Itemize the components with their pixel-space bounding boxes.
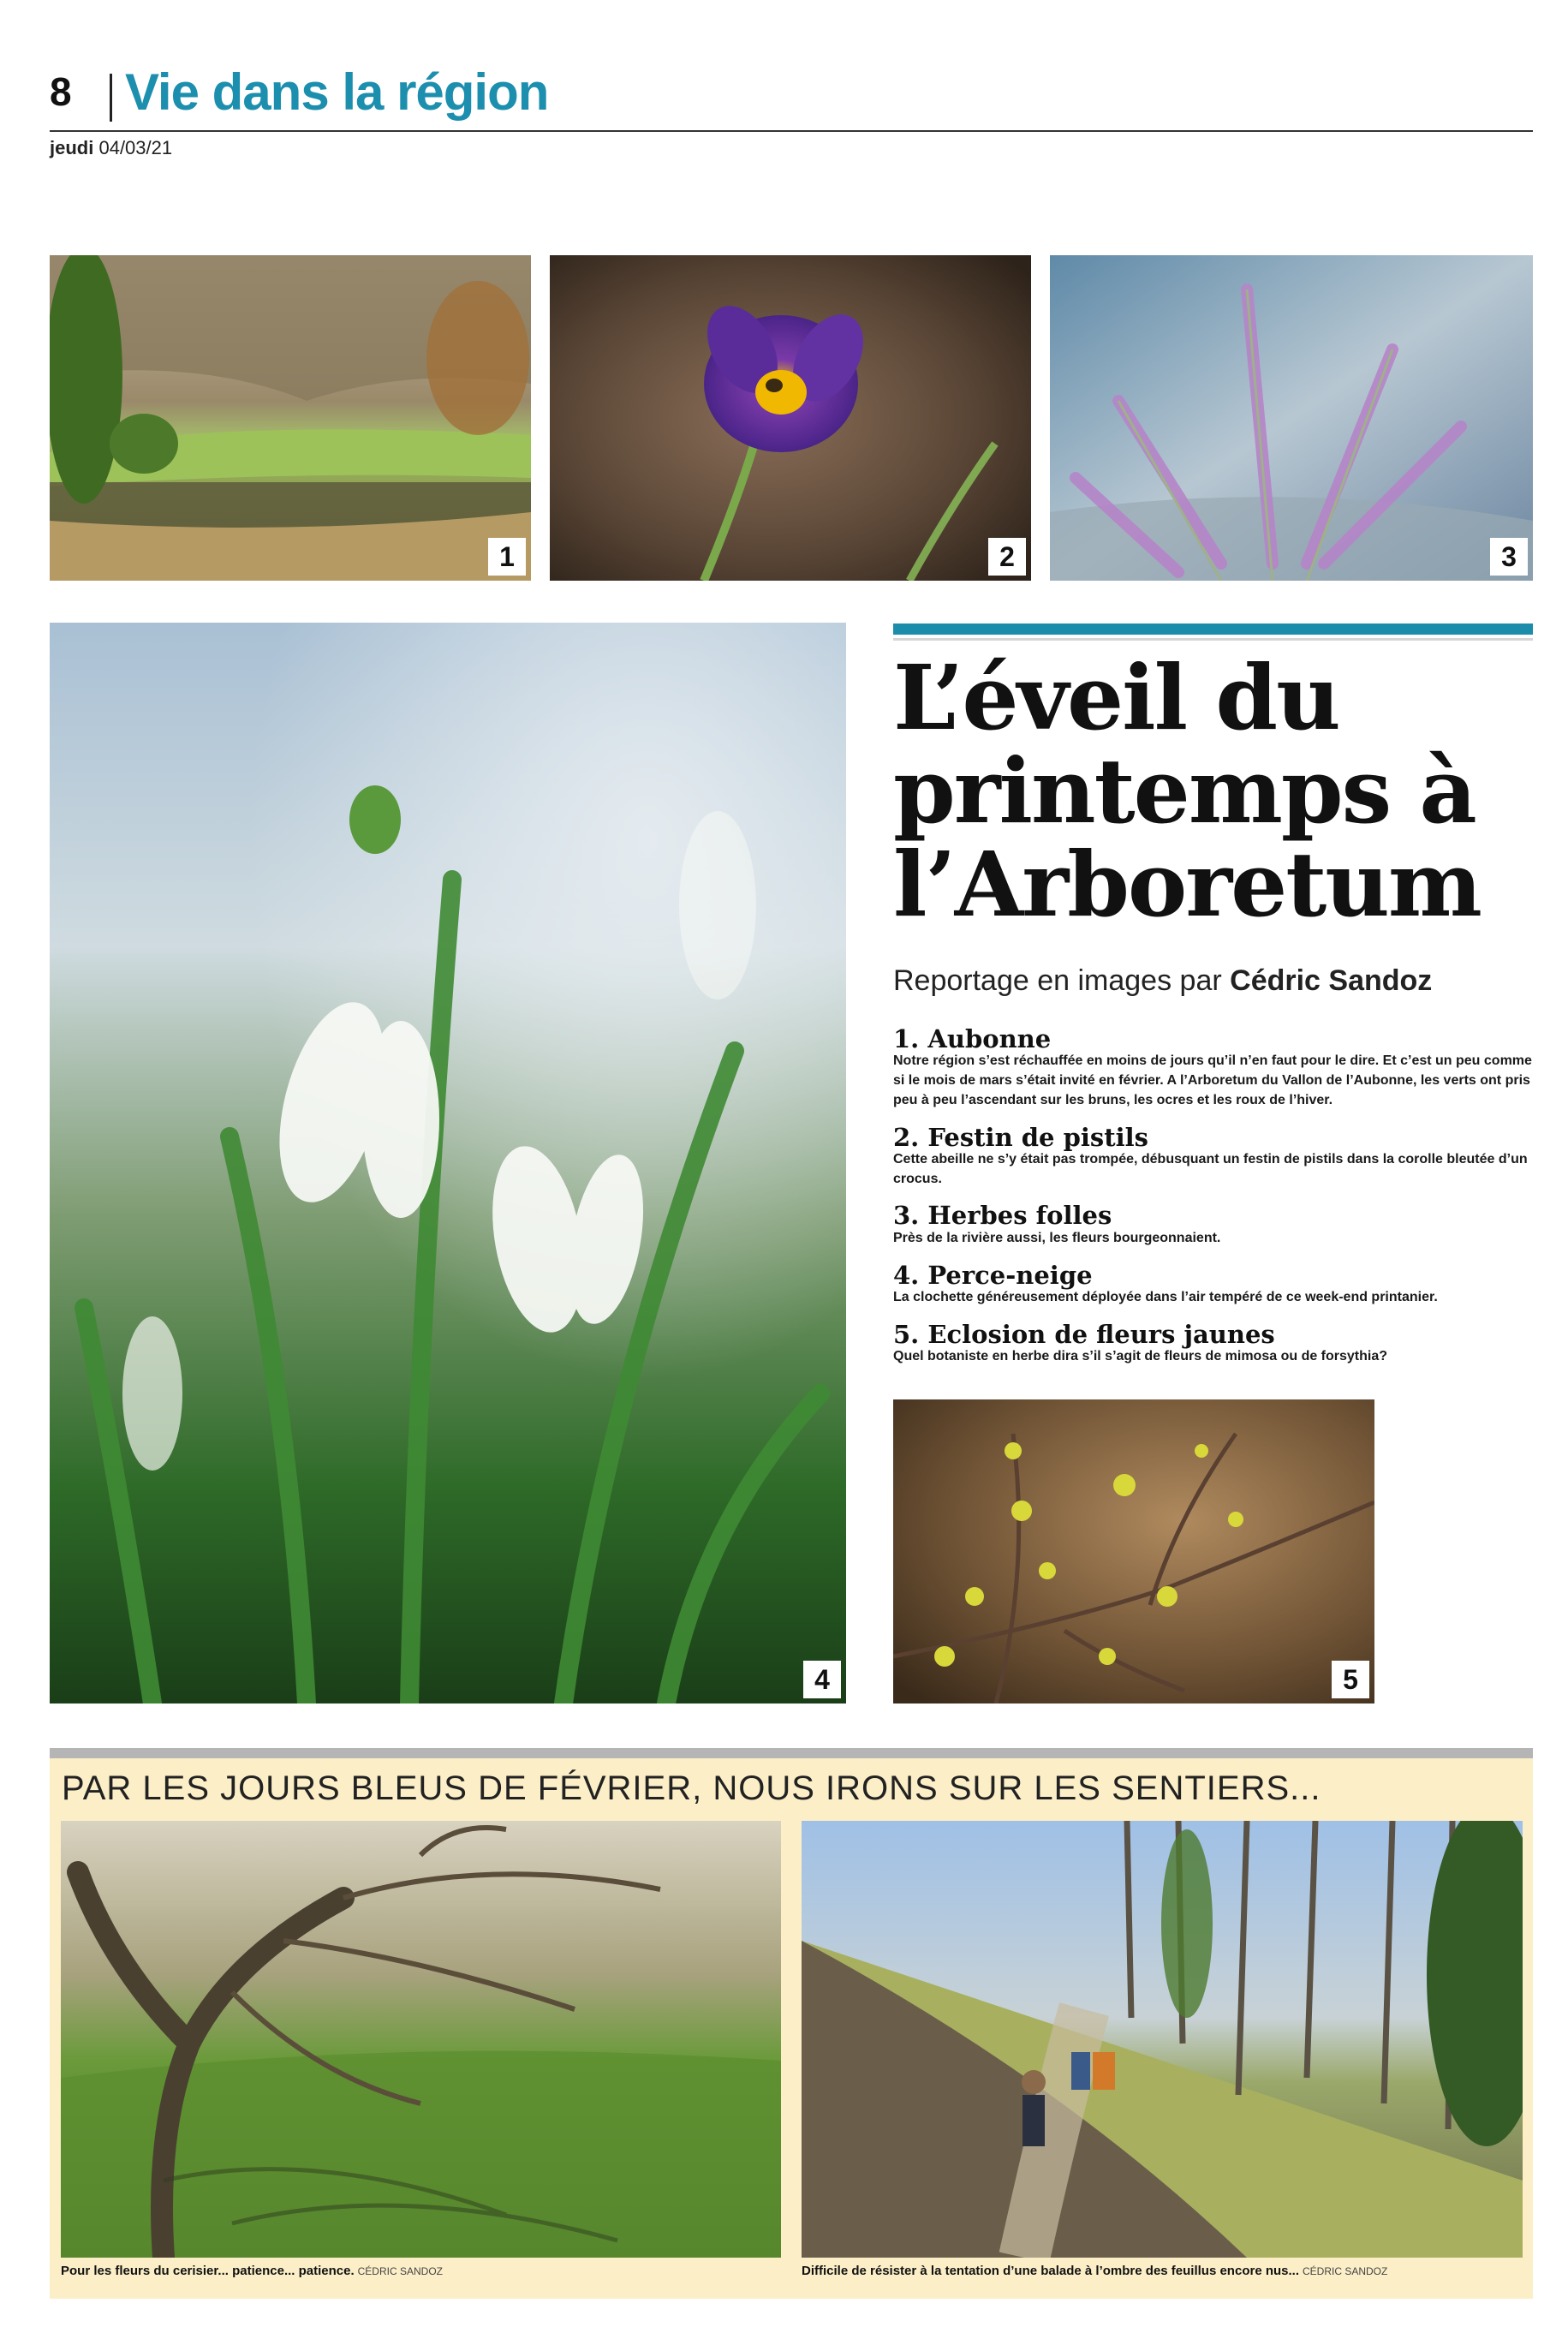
- header-rule: [50, 130, 1533, 132]
- photo-cherry-tree: [61, 1821, 781, 2258]
- photo-number-1: 1: [488, 538, 526, 576]
- caption-title: 4. Perce-neige: [893, 1260, 1093, 1290]
- byline-author: Cédric Sandoz: [1230, 964, 1433, 997]
- headline-line-2: printemps à: [893, 738, 1476, 844]
- dateline-date: 04/03/21: [98, 137, 173, 158]
- caption-title: 3. Herbes folles: [893, 1201, 1112, 1231]
- photo-number-2: 2: [988, 538, 1026, 576]
- photo-number-5: 5: [1332, 1661, 1369, 1698]
- caption-text: Près de la rivière aussi, les fleurs bourgeonnaient.: [893, 1230, 1221, 1245]
- caption-text: Notre région s’est réchauffée en moins de jours qu’il n’en faut pour le dire. Et c’est un peu comme si le mois de mars s’était invité en février. A l’Arboretum du Vallon de l’Aubonne, les verts ont pris peu à peu l’ascendant sur les bruns, les ocres et les roux de l’hiver.: [893, 1053, 1532, 1107]
- caption-title: 1. Aubonne: [893, 1024, 1052, 1053]
- dateline: [50, 137, 172, 159]
- caption-item: [893, 1262, 1533, 1308]
- headline-accent-bar: [893, 624, 1533, 635]
- photo-snowdrops: [50, 623, 846, 1703]
- byline: [893, 964, 1432, 998]
- caption-title: 5. Eclosion de fleurs jaunes: [893, 1319, 1275, 1349]
- byline-prefix: Reportage en images par: [893, 964, 1222, 997]
- band-right-caption-text: Difficile de résister à la tentation d’une balade à l’ombre des feuillus encore nus...: [802, 2264, 1299, 2278]
- photo-number-3: 3: [1490, 538, 1528, 576]
- band-left-caption-text: Pour les fleurs du cerisier... patience... patience.: [61, 2264, 355, 2278]
- headline: [893, 645, 1533, 938]
- photo-arboretum-pond: [50, 255, 531, 581]
- photo-crocus-bee: [550, 255, 1031, 581]
- caption-item: [893, 1202, 1533, 1248]
- band-right-credit: CÉDRIC SANDOZ: [1303, 2265, 1388, 2277]
- photo-forest-walk: [802, 1821, 1523, 2258]
- band-rule: [50, 1748, 1533, 1758]
- header-separator: [110, 74, 112, 122]
- band-left-credit: CÉDRIC SANDOZ: [357, 2265, 443, 2277]
- caption-text: Cette abeille ne s’y était pas trompée, débusquant un festin de pistils dans la corolle bleutée d’un crocus.: [893, 1152, 1528, 1186]
- dateline-day: jeudi: [50, 137, 94, 158]
- headline-line-3: l’Arboretum: [893, 832, 1481, 938]
- caption-item: [893, 1122, 1533, 1190]
- caption-title: 2. Festin de pistils: [893, 1122, 1148, 1152]
- headline-line-1: L’éveil du: [893, 645, 1339, 750]
- caption-text: Quel botaniste en herbe dira s’il s’agit de fleurs de mimosa ou de forsythia?: [893, 1349, 1388, 1364]
- photo-purple-herbs: [1050, 255, 1533, 581]
- band-right-caption: [802, 2264, 1387, 2278]
- headline-accent-rule: [893, 638, 1533, 641]
- caption-item: [893, 1026, 1533, 1111]
- caption-list: [893, 1026, 1533, 1381]
- photo-yellow-flowers: [893, 1399, 1374, 1703]
- section-title: Vie dans la région: [125, 63, 549, 121]
- caption-text: La clochette généreusement déployée dans l’air tempéré de ce week-end printanier.: [893, 1290, 1438, 1305]
- photo-number-4: 4: [803, 1661, 841, 1698]
- page-number: 8: [50, 69, 72, 114]
- band-title: PAR LES JOURS BLEUS DE FÉVRIER, NOUS IRONS SUR LES SENTIERS...: [62, 1769, 1321, 1807]
- caption-item: [893, 1319, 1533, 1367]
- band-left-caption: [61, 2264, 443, 2278]
